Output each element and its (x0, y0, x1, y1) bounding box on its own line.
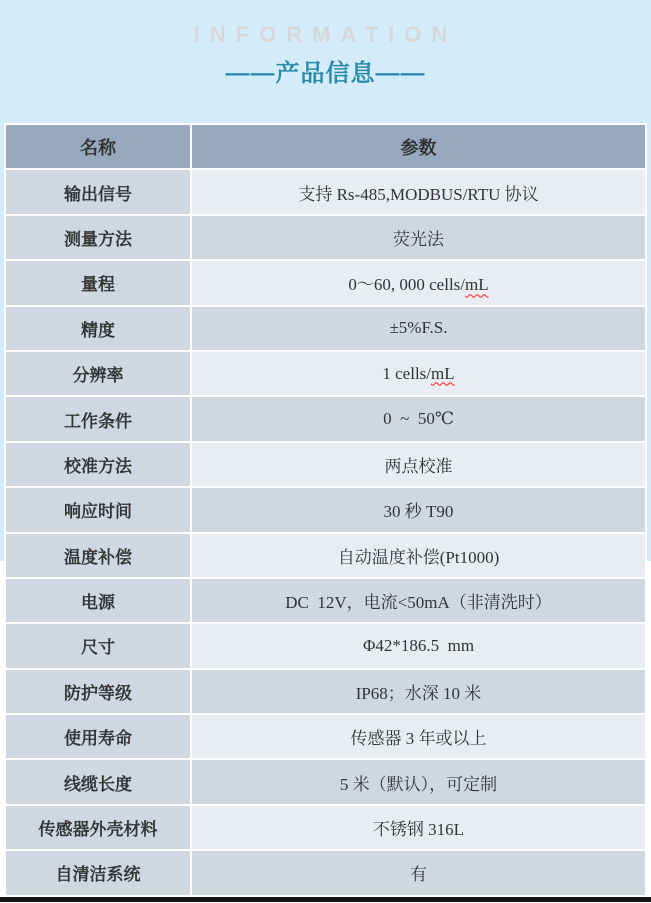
spec-name-cell: 精度 (6, 307, 190, 350)
header-row (6, 125, 645, 168)
spec-value-cell: 荧光法 (192, 216, 645, 259)
spec-name-cell: 量程 (6, 261, 190, 304)
table-row (6, 715, 645, 758)
spec-value-cell: 两点校准 (192, 443, 645, 486)
spec-value-cell: 有 (192, 851, 645, 894)
column-header-name: 名称 (6, 125, 190, 168)
table-row (6, 397, 645, 440)
spellcheck-squiggle: mL (431, 363, 455, 383)
table-row (6, 534, 645, 577)
spec-value-cell: Φ42*186.5 mm (192, 624, 645, 667)
bottom-border-line (0, 897, 651, 902)
table-row (6, 760, 645, 803)
page-header (0, 22, 651, 88)
page-title: ——产品信息—— (225, 60, 426, 87)
table-row (6, 851, 645, 894)
spec-name-cell: 电源 (6, 579, 190, 622)
spellcheck-squiggle: mL (465, 275, 489, 295)
spec-name-cell: 尺寸 (6, 624, 190, 667)
spec-name-cell: 校准方法 (6, 443, 190, 486)
table-row (6, 670, 645, 713)
spec-table-body (6, 170, 645, 894)
spec-table-header (6, 125, 645, 168)
table-row (6, 624, 645, 667)
spec-name-cell: 分辨率 (6, 352, 190, 395)
spec-value-cell: 1 cells/mL (192, 352, 645, 395)
spec-value-cell: 自动温度补偿(Pt1000) (192, 534, 645, 577)
spec-name-cell: 温度补偿 (6, 534, 190, 577)
table-row (6, 488, 645, 531)
spec-value-cell: 传感器 3 年或以上 (192, 715, 645, 758)
spec-name-cell: 工作条件 (6, 397, 190, 440)
spec-name-cell: 自清洁系统 (6, 851, 190, 894)
table-row (6, 261, 645, 304)
spec-name-cell: 防护等级 (6, 670, 190, 713)
spec-value-cell: 5 米（默认），可定制 (192, 760, 645, 803)
spec-name-cell: 响应时间 (6, 488, 190, 531)
table-row (6, 352, 645, 395)
spec-value-cell: 0～60, 000 cells/mL (192, 261, 645, 304)
spec-value-cell: ±5%F.S. (192, 307, 645, 350)
spec-name-cell: 传感器外壳材料 (6, 806, 190, 849)
spec-value-cell: DC 12V，电流<50mA（非清洗时） (192, 579, 645, 622)
table-row (6, 806, 645, 849)
table-row (6, 579, 645, 622)
table-row (6, 216, 645, 259)
table-row (6, 443, 645, 486)
column-header-value: 参数 (192, 125, 645, 168)
spec-table (4, 123, 647, 897)
table-row (6, 307, 645, 350)
spec-value-cell: 不锈钢 316L (192, 806, 645, 849)
spec-value-cell: 30 秒 T90 (192, 488, 645, 531)
spec-name-cell: 线缆长度 (6, 760, 190, 803)
spec-value-cell: IP68；水深 10 米 (192, 670, 645, 713)
spec-value-cell: 0 ~ 50℃ (192, 397, 645, 440)
spec-name-cell: 输出信号 (6, 170, 190, 213)
eyebrow-text: INFORMATION (193, 22, 458, 47)
table-row (6, 170, 645, 213)
spec-name-cell: 使用寿命 (6, 715, 190, 758)
spec-value-cell: 支持 Rs-485,MODBUS/RTU 协议 (192, 170, 645, 213)
spec-name-cell: 测量方法 (6, 216, 190, 259)
